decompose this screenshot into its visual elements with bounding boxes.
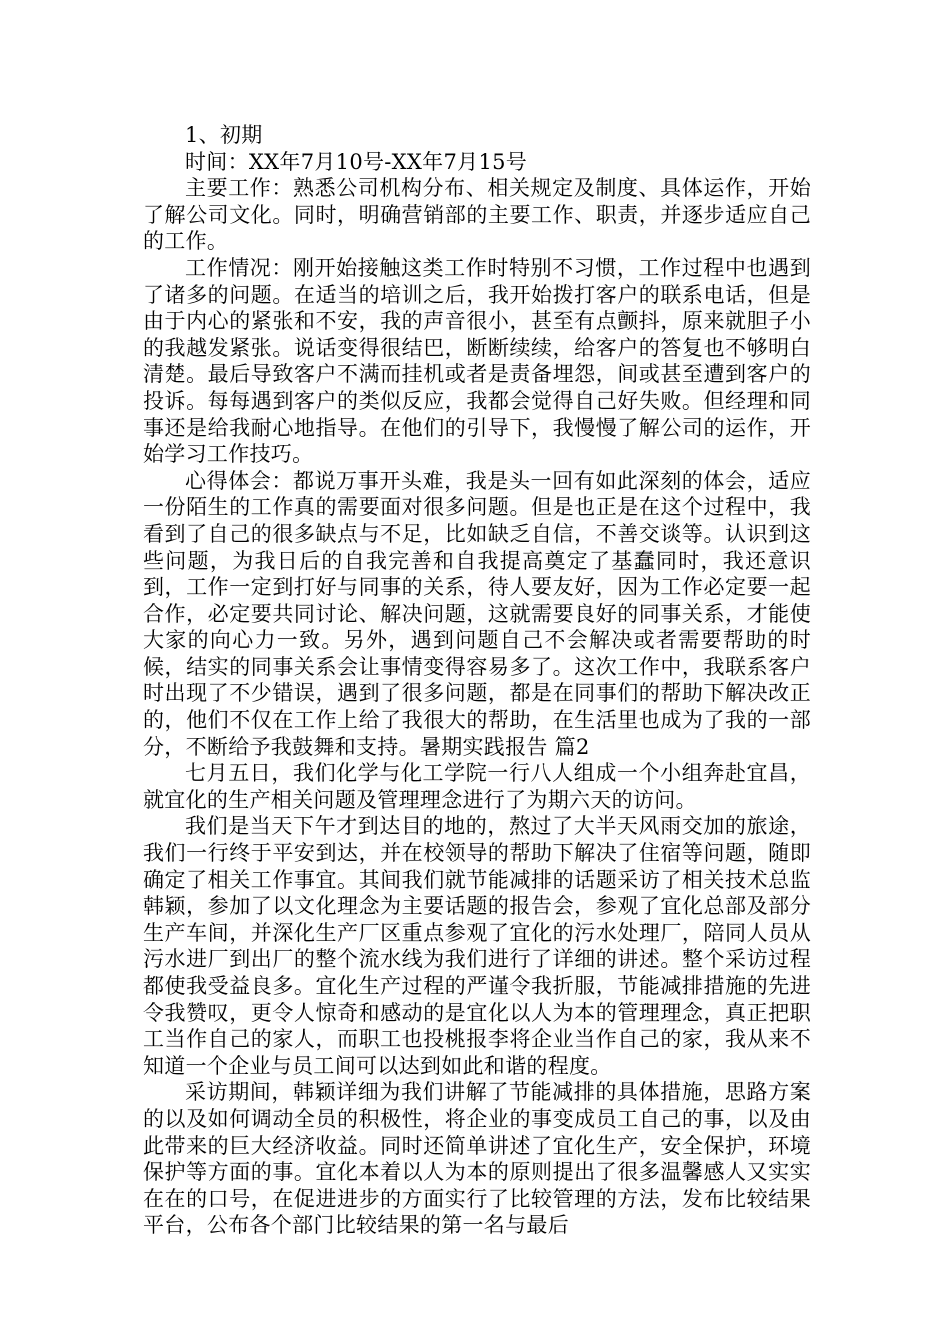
paragraph-arrival: 我们是当天下午才到达目的地的，熬过了大半天风雨交加的旅途，我们一行终于平安到达，并在校领导的帮助下解决了住宿等问题，随即确定了相关工作事宜。其间我们就节能减排的话题采访了相关技术总监韩颖，参加了以文化理念为主要话题的报告会，参观了宜化总部及部分生产车间，并深化生产厂区重点参观了宜化的污水处理厂，陪同人员从污水进厂到出厂的整个流水线为我们进行了详细的讲述。整个采访过程都使我受益良多。宜化生产过程的严谨令我折服，节能减排措施的先进令我赞叹，更令人惊奇和感动的是宜化以人为本的管理理念，真正把职工当作自己的家人，而职工也投桃报李将企业当作自己的家，我从来不知道一个企业与员工间可以达到如此和谐的程度。 (143, 814, 811, 1078)
paragraph-main-work: 主要工作：熟悉公司机构分布、相关规定及制度、具体运作，开始了解公司文化。同时，明确营销部的主要工作、职责，并逐步适应自己的工作。 (143, 176, 811, 254)
section-heading: 1、初期 (185, 123, 263, 147)
paragraph-work-situation: 工作情况：刚开始接触这类工作时特别不习惯，工作过程中也遇到了诸多的问题。在适当的培训之后，我开始拨打客户的联系电话，但是由于内心的紧张和不安，我的声音很小，甚至有点颤抖，原来就胆子小的我越发紧张。说话变得很结巴，断断续续，给客户的答复也不够明白清楚。最后导致客户不满而挂机或者是责备埋怨，间或甚至遭到客户的投诉。每每遇到客户的类似反应，我都会觉得自己好失败。但经理和同事还是给我耐心地指导。在他们的引导下，我慢慢了解公司的运作，开始学习工作技巧。 (143, 255, 811, 467)
time-range: 时间：XX年7月10号-XX年7月15号 (185, 149, 528, 174)
document-page (143, 122, 811, 1239)
paragraph-reflections: 心得体会：都说万事开头难，我是头一回有如此深刻的体会，适应一份陌生的工作真的需要面对很多问题。但是也正是在这个过程中，我看到了自己的很多缺点与不足，比如缺乏自信，不善交谈等。认识到这些问题，为我日后的自我完善和自我提高奠定了基蠢同时，我还意识到，工作一定到打好与同事的关系，待人要友好，因为工作必定要一起合作，必定要共同讨论、解决问题，这就需要良好的同事关系，才能使大家的向心力一致。另外，遇到问题自己不会解决或者需要帮助的时候，结实的同事关系会让事情变得容易多了。这次工作中，我联系客户时出现了不少错误，遇到了很多问题，都是在同事们的帮助下解决改正的，他们不仅在工作上给了我很大的帮助，在生活里也成为了我的一部分，不断给予我鼓舞和支持。暑期实践报告 篇2 (143, 468, 811, 759)
paragraph-interview: 采访期间，韩颖详细为我们讲解了节能减排的具体措施，思路方案的以及如何调动全员的积极性，将企业的事变成员工自己的事，以及由此带来的巨大经济收益。同时还简单讲述了宜化生产，安全保护，环境保护等方面的事。宜化本着以人为本的原则提出了很多温馨感人又实实在在的口号，在促进进步的方面实行了比较管理的方法，发布比较结果平台，公布各个部门比较结果的第一名与最后 (143, 1080, 811, 1238)
paragraph-july-fifth: 七月五日，我们化学与化工学院一行八人组成一个小组奔赴宜昌，就宜化的生产相关问题及管理理念进行了为期六天的访问。 (143, 761, 811, 812)
